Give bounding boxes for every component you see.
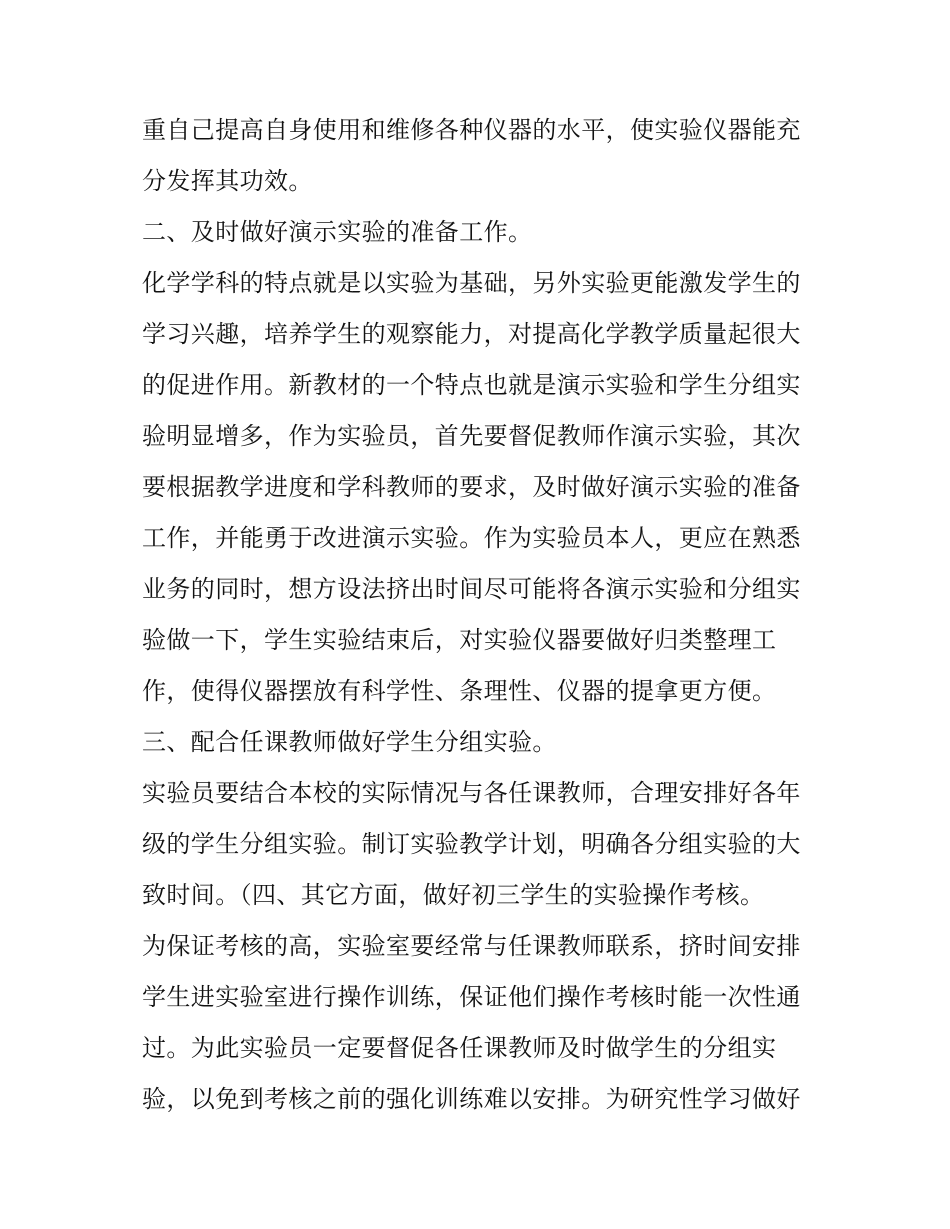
section-heading: 三、配合任课教师做好学生分组实验。	[142, 728, 557, 756]
paragraph-line: 为保证考核的高，实验室要经常与任课教师联系，挤时间安排	[142, 932, 801, 960]
paragraph-line: 级的学生分组实验。制订实验教学计划，明确各分组实验的大	[142, 830, 801, 858]
document-body	[142, 105, 822, 1125]
paragraph-line: 验做一下，学生实验结束后，对实验仪器要做好归类整理工	[142, 626, 777, 654]
paragraph-line: 工作，并能勇于改进演示实验。作为实验员本人，更应在熟悉	[142, 524, 801, 552]
paragraph-line: 业务的同时，想方设法挤出时间尽可能将各演示实验和分组实	[142, 575, 801, 603]
paragraph-line: 验明显增多，作为实验员，首先要督促教师作演示实验，其次	[142, 422, 801, 450]
paragraph-line: 学习兴趣，培养学生的观察能力，对提高化学教学质量起很大	[142, 320, 801, 348]
paragraph-line: 作，使得仪器摆放有科学性、条理性、仪器的提拿更方便。	[142, 677, 777, 705]
paragraph-line: 要根据教学进度和学科教师的要求，及时做好演示实验的准备	[142, 473, 801, 501]
paragraph-line: 化学学科的特点就是以实验为基础，另外实验更能激发学生的	[142, 269, 801, 297]
paragraph-line: 过。为此实验员一定要督促各任课教师及时做学生的分组实	[142, 1034, 777, 1062]
paragraph-line: 实验员要结合本校的实际情况与各任课教师，合理安排好各年	[142, 779, 801, 807]
paragraph-line: 验，以免到考核之前的强化训练难以安排。为研究性学习做好	[142, 1085, 801, 1113]
paragraph-line: 重自己提高自身使用和维修各种仪器的水平，使实验仪器能充	[142, 116, 801, 144]
paragraph-line: 分发挥其功效。	[142, 167, 313, 195]
section-heading: 二、及时做好演示实验的准备工作。	[142, 218, 533, 246]
paragraph-line: 致时间。（四、其它方面，做好初三学生的实验操作考核。	[142, 881, 765, 909]
paragraph-line: 的促进作用。新教材的一个特点也就是演示实验和学生分组实	[142, 371, 801, 399]
paragraph-line: 学生进实验室进行操作训练，保证他们操作考核时能一次性通	[142, 983, 801, 1011]
